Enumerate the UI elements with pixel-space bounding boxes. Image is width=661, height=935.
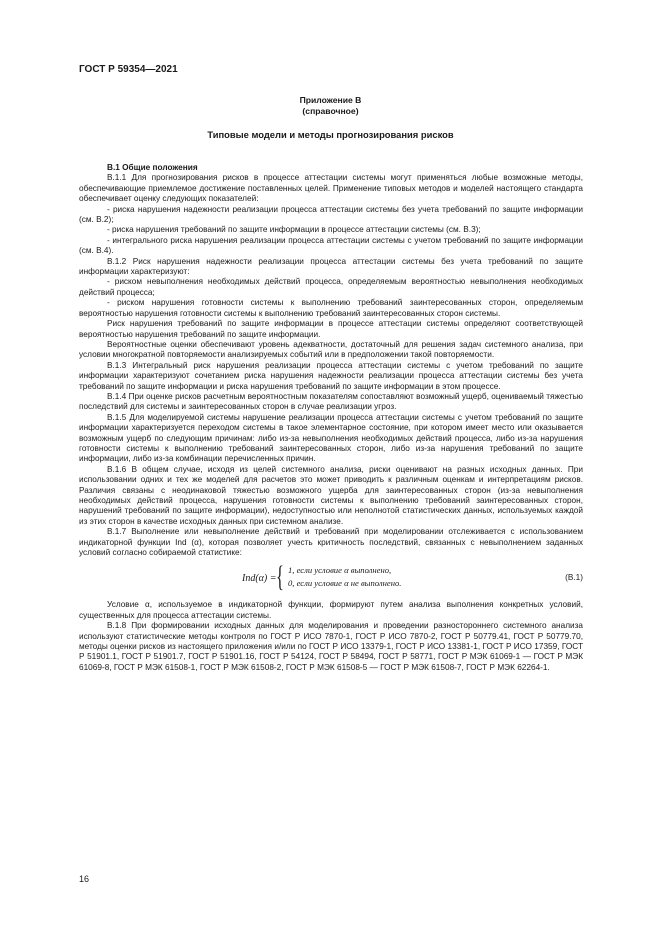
paragraph: В.1.1 Для прогнозирования рисков в процессе аттестации системы могут применяться любые возможные методы, обеспечивающие приемлемое достижение поставленных целей. Применение типовых методов и моделей настоящего стандарта обеспечивает оценку следующих показателей:	[79, 173, 583, 204]
page-number: 16	[79, 874, 90, 884]
list-item: - риском нарушения готовности системы к выполнению требований заинтересованных сторон, определяемым вероятностью нарушения готовности системы к выполнению требований заинтересованных сторон системы.	[79, 298, 583, 318]
formula-case-false: 0, если условие α не выполнено.	[288, 578, 402, 589]
appendix-label: Приложение В	[299, 95, 362, 105]
appendix-note: (справочное)	[302, 106, 359, 116]
paragraph: В.1.5 Для моделируемой системы нарушение реализации процесса аттестации системы с учетом требований по защите информации характеризуется переходом системы в такое элементарное состояние, при котором имеет место или оказывается возможным ущерб по следующим причинам: либо из-за невыполнения необходимых действий процесса, либо из-за нарушения готовности системы к выполнению требований заинтересованных сторон, либо из-за нарушения требований по защите информации, либо из-за комбинации перечисленных причин.	[79, 412, 583, 464]
formula-number: (В.1)	[565, 573, 583, 583]
list-item: - риска нарушения надежности реализации процесса аттестации системы без учета требований по защите информации (см. В.2);	[79, 204, 583, 225]
section-heading: В.1 Общие положения	[107, 163, 198, 172]
paragraph: В.1.2 Риск нарушения надежности реализации процесса аттестации системы без учета требований по защите информации характеризуют:	[79, 256, 583, 277]
paragraph: В.1.3 Интегральный риск нарушения реализации процесса аттестации системы с учетом требований по защите информации характеризуют сочетанием риска нарушения надежности реализации процесса аттестации системы без учета требований по защите информации и риска нарушения требований по защите информации в этом процессе.	[79, 360, 583, 391]
formula-lhs: Ind(α) =	[242, 573, 277, 585]
formula-brace: {	[276, 560, 284, 594]
paragraph: Риск нарушения требований по защите информации в процессе аттестации системы определяют соответствующей вероятностью нарушения требований по защите информации.	[79, 319, 583, 339]
paragraph: Вероятностные оценки обеспечивают уровень адекватности, достаточный для решения задач системного анализа, при условии многократной повторяемости анализируемых событий или в предположении такой повторяемости.	[79, 339, 583, 360]
formula-b1	[79, 560, 583, 597]
list-item: - риска нарушения требований по защите информации в процессе аттестации системы (см. В.3);	[107, 225, 481, 235]
paragraph: В.1.8 При формировании исходных данных для моделирования и проведении разностороннего системного анализа используют статистические методы контроля по ГОСТ Р ИСО 7870-1, ГОСТ Р ИСО 7870-2, ГОСТ Р 50779.41, ГОСТ Р 50779.70, методы оценки рисков из настоящего приложения и/или по ГОСТ Р ИСО 13379-1, ГОСТ Р ИСО 13381-1, ГОСТ Р ИСО 17359, ГОСТ Р 51901.1, ГОСТ Р 51901.7, ГОСТ Р 51901.16, ГОСТ Р 54124, ГОСТ Р 58494, ГОСТ Р 58771, ГОСТ Р МЭК 61069-1 — ГОСТ Р МЭК 61069-8, ГОСТ Р МЭК 61508-1, ГОСТ Р МЭК 61508-2, ГОСТ Р МЭК 61508-5 — ГОСТ Р МЭК 61508-7, ГОСТ Р МЭК 62264-1.	[79, 621, 583, 672]
body-text	[79, 163, 583, 673]
paragraph: В.1.7 Выполнение или невыполнение действий и требований при моделировании отслеживается с использованием индикаторной функции Ind (α), которая позволяет учесть критичность последствий, связанных с невыполнением заданных условий согласно собираемой статистике:	[79, 527, 583, 558]
appendix-title: Типовые модели и методы прогнозирования рисков	[207, 129, 454, 140]
paragraph: В.1.4 При оценке рисков расчетным вероятностным показателям сопоставляют возможный ущерб, оцениваемый тяжестью последствий для системы и заинтересованных сторон в случае реализации угроз.	[79, 391, 583, 412]
formula-case-true: 1, если условие α выполнено,	[288, 565, 392, 576]
standard-header: ГОСТ Р 59354—2021	[79, 64, 178, 75]
formula-cases	[288, 564, 401, 590]
list-item: - риском невыполнения необходимых действий процесса, определяемым вероятностью невыполнения необходимых действий процесса;	[79, 277, 583, 297]
paragraph: В.1.6 В общем случае, исходя из целей системного анализа, риски оценивают на разных исходных данных. При использовании одних и тех же моделей для расчетов это может приводить к различным оценкам и интерпретациям рисков. Различия связаны с неодинаковой тяжестью возможного ущерба для заинтересованных сторон (из-за невыполнения необходимых действий процесса, нарушения готовности системы к выполнению требований заинтересованных сторон, нарушений требований по защите информации), недоступностью или неполнотой статистических данных, используемых каждой из этих сторон в качестве исходных данных при системном анализе.	[79, 464, 583, 526]
list-item: - интегрального риска нарушения реализации процесса аттестации системы с учетом требований по защите информации (см. В.4).	[79, 235, 583, 256]
paragraph: Условие α, используемое в индикаторной функции, формируют путем анализа выполнения конкретных условий, существенных для процесса аттестации системы.	[79, 600, 583, 620]
appendix-heading	[0, 95, 661, 117]
